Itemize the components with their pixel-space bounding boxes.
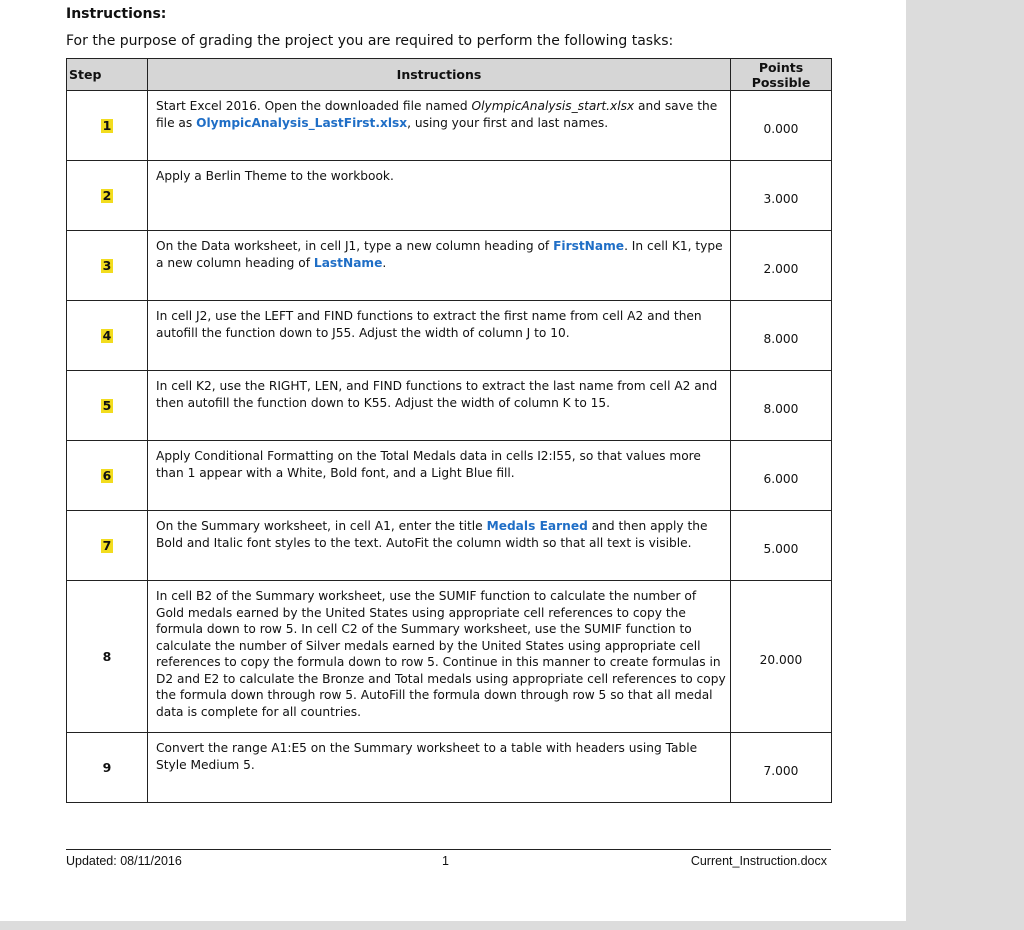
step-cell xyxy=(67,91,148,161)
step-cell xyxy=(67,511,148,581)
points-cell: 20.000 xyxy=(731,581,832,733)
highlighted-term: Medals Earned xyxy=(486,519,588,533)
step-number: 7 xyxy=(102,538,112,553)
instruction-cell xyxy=(148,511,731,581)
instructions-header: Instructions xyxy=(148,59,731,91)
instruction-text: In cell B2 of the Summary worksheet, use the SUMIF function to calculate the number of Gold medals earned by the United States using appropriate cell references to copy the formula down to row 5. In cell C2 of the Summary worksheet, use the SUMIF function to calculate the number of Silver medals earned by the United States using appropriate cell references to copy the formula down to row 5. Continue in this manner to create formulas in D2 and E2 to calculate the Bronze and Total medals using appropriate cell references to copy the formula down through row 5. AutoFill the formula down through row 5 so that all medal data is complete for all countries. xyxy=(156,589,726,719)
instruction-text: . In cell K1, type a new column heading of xyxy=(156,239,723,270)
points-cell: 7.000 xyxy=(731,733,832,803)
table-row xyxy=(67,161,832,231)
page-footer xyxy=(66,849,831,872)
footer-updated-date: Updated: 08/11/2016 xyxy=(66,854,182,868)
points-header: Points Possible xyxy=(731,59,832,91)
instruction-text: and save the file as xyxy=(156,99,718,130)
instruction-cell xyxy=(148,301,731,371)
highlighted-term: FirstName xyxy=(553,239,625,253)
step-number: 4 xyxy=(102,328,112,343)
step-number: 6 xyxy=(102,468,112,483)
step-number: 5 xyxy=(102,398,112,413)
table-row xyxy=(67,301,832,371)
instruction-cell xyxy=(148,161,731,231)
points-cell: 6.000 xyxy=(731,441,832,511)
instruction-text: Apply Conditional Formatting on the Total Medals data in cells I2:I55, so that values more than 1 appear with a White, Bold font, and a Light Blue fill. xyxy=(156,449,701,480)
step-number: 3 xyxy=(102,258,112,273)
instruction-text: In cell K2, use the RIGHT, LEN, and FIND functions to extract the last name from cell A2 and then autofill the function down to K55. Adjust the width of column K to 15. xyxy=(156,379,718,410)
tasks-table xyxy=(66,58,832,803)
step-cell xyxy=(67,231,148,301)
step-number: 8 xyxy=(102,649,112,664)
instruction-text: On the Summary worksheet, in cell A1, enter the title xyxy=(156,519,487,533)
instruction-text: In cell J2, use the LEFT and FIND functions to extract the first name from cell A2 and then autofill the function down to J55. Adjust the width of column J to 10. xyxy=(156,309,702,340)
table-row xyxy=(67,231,832,301)
instruction-text: Start Excel 2016. Open the downloaded file named xyxy=(156,99,472,113)
highlighted-term: OlympicAnalysis_LastFirst.xlsx xyxy=(196,115,408,130)
file-name: OlympicAnalysis_start.xlsx xyxy=(471,99,635,113)
table-row xyxy=(67,511,832,581)
step-cell xyxy=(67,161,148,231)
step-number: 2 xyxy=(102,188,112,203)
table-row xyxy=(67,441,832,511)
step-number: 1 xyxy=(102,118,112,133)
instruction-cell xyxy=(148,91,731,161)
step-number: 9 xyxy=(102,760,112,775)
step-cell xyxy=(67,733,148,803)
step-cell xyxy=(67,581,148,733)
highlighted-term: LastName xyxy=(313,255,383,270)
instruction-cell xyxy=(148,733,731,803)
instruction-cell xyxy=(148,371,731,441)
table-row xyxy=(67,581,832,733)
footer-page-number: 1 xyxy=(442,854,449,868)
instruction-text: and then apply the Bold and Italic font styles to the text. AutoFit the column width so that all text is visible. xyxy=(156,519,708,550)
points-cell: 2.000 xyxy=(731,231,832,301)
table-row xyxy=(67,91,832,161)
instruction-text: Apply a Berlin Theme to the workbook. xyxy=(156,169,394,183)
step-header: Step xyxy=(67,59,148,91)
instruction-text: , using your first and last names. xyxy=(407,115,609,130)
instruction-cell xyxy=(148,441,731,511)
instruction-text: . xyxy=(382,255,387,270)
intro-text: For the purpose of grading the project you are required to perform the following tasks: xyxy=(66,33,674,49)
points-cell: 5.000 xyxy=(731,511,832,581)
table-body xyxy=(67,91,832,803)
points-cell: 3.000 xyxy=(731,161,832,231)
points-cell: 8.000 xyxy=(731,301,832,371)
instructions-heading: Instructions: xyxy=(66,6,167,22)
table-row xyxy=(67,371,832,441)
instruction-cell xyxy=(148,581,731,733)
instruction-text: On the Data worksheet, in cell J1, type a new column heading of xyxy=(156,239,554,253)
instruction-text: Convert the range A1:E5 on the Summary worksheet to a table with headers using Table Style Medium 5. xyxy=(156,741,698,772)
footer-filename: Current_Instruction.docx xyxy=(690,854,827,868)
points-cell: 0.000 xyxy=(731,91,832,161)
step-cell xyxy=(67,441,148,511)
step-cell xyxy=(67,301,148,371)
instruction-cell xyxy=(148,231,731,301)
points-cell: 8.000 xyxy=(731,371,832,441)
step-cell xyxy=(67,371,148,441)
table-row xyxy=(67,733,832,803)
table-header-row xyxy=(67,59,832,91)
